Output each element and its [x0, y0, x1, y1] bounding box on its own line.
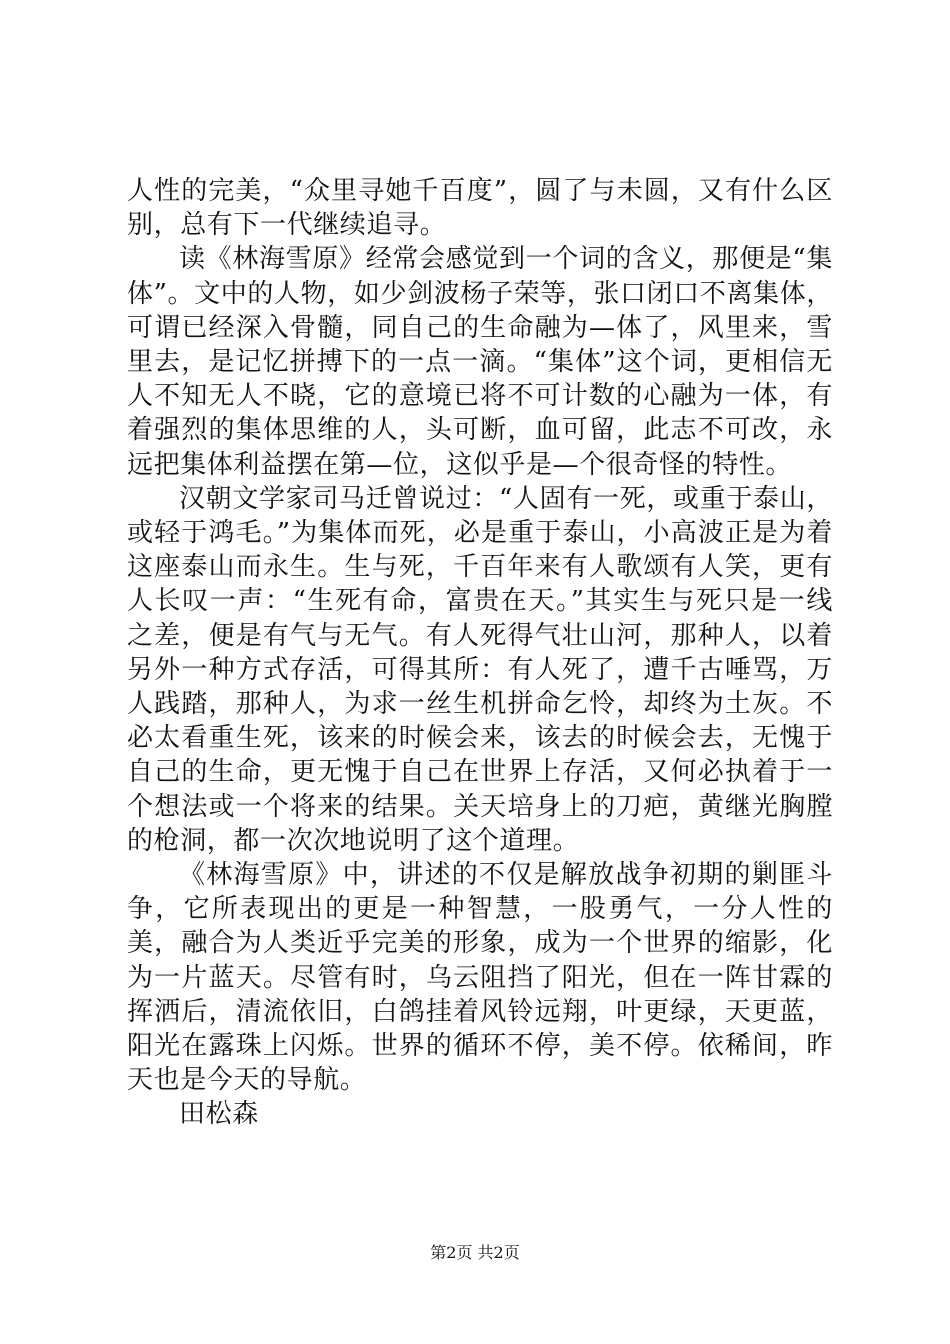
paragraph-continuation: 人性的完美，“众里寻她千百度”，圆了与未圆，又有什么区别，总有下一代继续追寻。	[127, 176, 833, 241]
paragraph-life-and-death: 汉朝文学家司马迁曾说过：“人固有一死，或重于泰山，或轻于鸿毛。”为集体而死，必是重于泰山，小高波正是为着这座泰山而永生。生与死，千百年来有人歌颂有人笑，更有人长叹一声：“生死有命，富贵在天。”其实生与死只是一线之差，便是有气与无气。有人死得气壮山河，那种人，以着另外一种方式存活，可得其所：有人死了，遭千古唾骂，万人践踏，那种人，为求一丝生机拼命乞怜，却终为土灰。不必太看重生死，该来的时候会来，该去的时候会去，无愧于自己的生命，更无愧于自己在世界上存活，又何必执着于一个想法或一个将来的结果。关天培身上的刀疤，黄继光胸膛的枪洞，都一次次地说明了这个道理。	[127, 483, 833, 856]
document-body	[127, 174, 833, 1132]
author-signature: 田松森	[179, 1099, 259, 1130]
page-footer: 第2页 共2页	[430, 1243, 520, 1262]
paragraph-collective: 读《林海雪原》经常会感觉到一个词的含义，那便是“集体”。文中的人物，如少剑波杨子荣等，张口闭口不离集体，可谓已经深入骨髓，同自己的生命融为—体了，风里来，雪里去，是记忆拼搏下的一点一滴。“集体”这个词，更相信无人不知无人不晓，它的意境已将不可计数的心融为一体，有着强烈的集体思维的人，头可断，血可留，此志不可改，永远把集体利益摆在第—位，这似乎是—个很奇怪的特性。	[127, 244, 833, 480]
paragraph-conclusion: 《林海雪原》中，讲述的不仅是解放战争初期的剿匪斗争，它所表现出的更是一种智慧，一股勇气，一分人性的美，融合为人类近乎完美的形象，成为一个世界的缩影，化为一片蓝天。尽管有时，乌云阻挡了阳光，但在一阵甘霖的挥洒后，清流依旧，白鸽挂着风铃远翔，叶更绿，天更蓝，阳光在露珠上闪烁。世界的循环不停，美不停。依稀间，昨天也是今天的导航。	[127, 860, 833, 1096]
